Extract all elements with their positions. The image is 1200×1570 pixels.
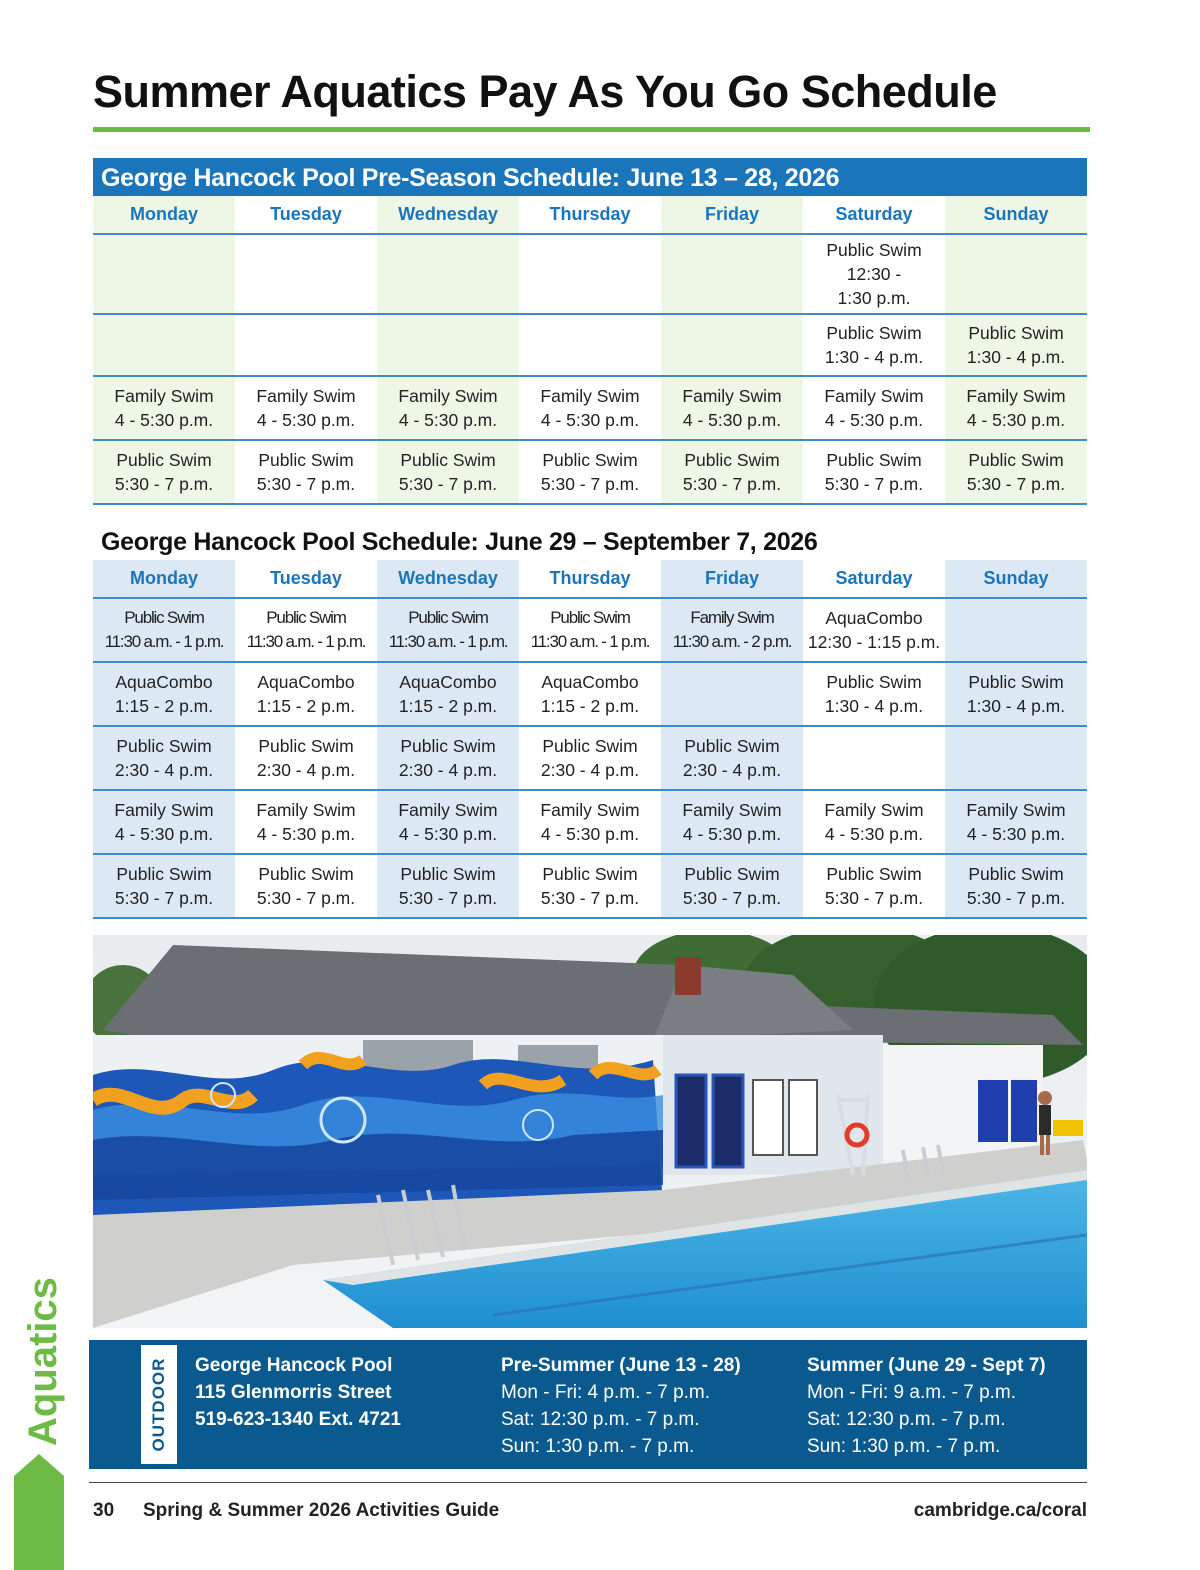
schedule-cell [803,726,945,790]
day-header: Saturday [803,196,945,234]
schedule-cell: Public Swim 2:30 - 4 p.m. [235,726,377,790]
hours-line: Sun: 1:30 p.m. - 7 p.m. [807,1436,1001,1457]
day-header: Saturday [803,560,945,598]
pool-address: 115 Glenmorris Street [195,1382,392,1403]
schedule-cell: Public Swim 11:30 a.m. - 1 p.m. [377,598,519,662]
outdoor-tab [141,1345,177,1464]
preseason-schedule [93,158,1087,505]
schedule-cell [661,314,803,376]
day-header: Thursday [519,560,661,598]
day-header: Friday [661,196,803,234]
summer-day-row [93,560,1087,598]
guide-title: Spring & Summer 2026 Activities Guide [143,1500,500,1521]
schedule-cell: Family Swim 11:30 a.m. - 2 p.m. [661,598,803,662]
pool-phone: 519-623-1340 Ext. 4721 [195,1409,401,1430]
schedule-cell: Public Swim 1:30 - 4 p.m. [945,662,1087,726]
schedule-cell: Public Swim 5:30 - 7 p.m. [93,440,235,504]
schedule-cell [235,234,377,314]
schedule-cell [519,234,661,314]
day-header: Monday [93,196,235,234]
day-header: Tuesday [235,560,377,598]
schedule-cell: Public Swim 2:30 - 4 p.m. [519,726,661,790]
side-tab-shape [14,1454,64,1570]
schedule-cell: Family Swim 4 - 5:30 p.m. [803,790,945,854]
hours-line: Sat: 12:30 p.m. - 7 p.m. [501,1409,700,1430]
day-header: Wednesday [377,560,519,598]
day-header: Friday [661,560,803,598]
schedule-cell: Public Swim 2:30 - 4 p.m. [377,726,519,790]
schedule-row [93,234,1087,314]
summer-header: George Hancock Pool Schedule: June 29 – September 7, 2026 [101,528,818,556]
schedule-cell: Public Swim 5:30 - 7 p.m. [661,440,803,504]
footer-divider [89,1482,1087,1483]
summer-hours [807,1352,1046,1460]
schedule-cell: AquaCombo 1:15 - 2 p.m. [377,662,519,726]
page-title: Summer Aquatics Pay As You Go Schedule [93,66,997,117]
schedule-row [93,314,1087,376]
schedule-cell: Public Swim 5:30 - 7 p.m. [519,440,661,504]
summer-title: Summer (June 29 - Sept 7) [807,1355,1046,1376]
schedule-cell: Public Swim 12:30 - 1:30 p.m. [803,234,945,314]
schedule-cell: Public Swim 5:30 - 7 p.m. [377,854,519,918]
schedule-cell: Public Swim 5:30 - 7 p.m. [945,440,1087,504]
schedule-cell [661,234,803,314]
schedule-cell: Family Swim 4 - 5:30 p.m. [945,376,1087,440]
schedule-cell [93,234,235,314]
hours-line: Mon - Fri: 9 a.m. - 7 p.m. [807,1382,1017,1403]
day-header: Monday [93,560,235,598]
schedule-cell: Family Swim 4 - 5:30 p.m. [377,790,519,854]
footer-url[interactable]: cambridge.ca/coral [913,1500,1087,1521]
preseason-table [93,196,1087,505]
day-header: Sunday [945,560,1087,598]
schedule-cell: Public Swim 11:30 a.m. - 1 p.m. [519,598,661,662]
schedule-cell [377,314,519,376]
hours-line: Sat: 12:30 p.m. - 7 p.m. [807,1409,1006,1430]
schedule-cell: Family Swim 4 - 5:30 p.m. [93,790,235,854]
schedule-cell: Public Swim 2:30 - 4 p.m. [93,726,235,790]
day-header: Wednesday [377,196,519,234]
summer-table [93,560,1087,919]
schedule-cell: Public Swim 1:30 - 4 p.m. [803,314,945,376]
schedule-cell: Public Swim 1:30 - 4 p.m. [945,314,1087,376]
schedule-row [93,726,1087,790]
schedule-cell: Public Swim 5:30 - 7 p.m. [235,440,377,504]
pool-info-bar [89,1340,1087,1469]
pool-name: George Hancock Pool [195,1355,393,1376]
schedule-cell [519,314,661,376]
preseason-header: George Hancock Pool Pre-Season Schedule: June 13 – 28, 2026 [93,158,1087,196]
presummer-hours [501,1352,741,1460]
schedule-cell [377,234,519,314]
schedule-cell: AquaCombo 1:15 - 2 p.m. [519,662,661,726]
schedule-row [93,598,1087,662]
schedule-cell: Public Swim 5:30 - 7 p.m. [661,854,803,918]
schedule-cell: Public Swim 5:30 - 7 p.m. [945,854,1087,918]
schedule-cell: Public Swim 2:30 - 4 p.m. [661,726,803,790]
schedule-row [93,662,1087,726]
outdoor-label: OUTDOOR [149,1357,168,1452]
schedule-cell: Public Swim 5:30 - 7 p.m. [377,440,519,504]
section-side-label: Aquatics [21,1277,65,1446]
schedule-cell: Public Swim 1:30 - 4 p.m. [803,662,945,726]
schedule-cell [661,662,803,726]
schedule-cell: AquaCombo 1:15 - 2 p.m. [235,662,377,726]
schedule-cell: Public Swim 5:30 - 7 p.m. [803,854,945,918]
preseason-day-row [93,196,1087,234]
schedule-cell: Public Swim 5:30 - 7 p.m. [235,854,377,918]
schedule-cell: Public Swim 5:30 - 7 p.m. [803,440,945,504]
schedule-cell: Family Swim 4 - 5:30 p.m. [93,376,235,440]
day-header: Thursday [519,196,661,234]
schedule-cell: Family Swim 4 - 5:30 p.m. [235,790,377,854]
schedule-cell: Public Swim 11:30 a.m. - 1 p.m. [235,598,377,662]
schedule-cell: Public Swim 11:30 a.m. - 1 p.m. [93,598,235,662]
schedule-cell [945,726,1087,790]
title-divider [93,127,1090,132]
schedule-cell [945,598,1087,662]
day-header: Tuesday [235,196,377,234]
schedule-cell [945,234,1087,314]
schedule-cell: Family Swim 4 - 5:30 p.m. [661,790,803,854]
hours-line: Sun: 1:30 p.m. - 7 p.m. [501,1436,695,1457]
schedule-row [93,376,1087,440]
pool-photo [93,935,1087,1328]
page-number: 30 [93,1500,115,1521]
schedule-cell: Public Swim 5:30 - 7 p.m. [93,854,235,918]
schedule-cell: Family Swim 4 - 5:30 p.m. [235,376,377,440]
schedule-cell [93,314,235,376]
schedule-cell [235,314,377,376]
day-header: Sunday [945,196,1087,234]
pool-contact [195,1352,401,1433]
summer-schedule [93,522,1087,919]
schedule-cell: AquaCombo 1:15 - 2 p.m. [93,662,235,726]
schedule-cell: Family Swim 4 - 5:30 p.m. [377,376,519,440]
schedule-cell: AquaCombo 12:30 - 1:15 p.m. [803,598,945,662]
hours-line: Mon - Fri: 4 p.m. - 7 p.m. [501,1382,711,1403]
schedule-cell: Family Swim 4 - 5:30 p.m. [661,376,803,440]
schedule-cell: Family Swim 4 - 5:30 p.m. [945,790,1087,854]
schedule-cell: Family Swim 4 - 5:30 p.m. [803,376,945,440]
schedule-cell: Family Swim 4 - 5:30 p.m. [519,376,661,440]
presummer-title: Pre-Summer (June 13 - 28) [501,1355,741,1376]
schedule-row [93,854,1087,918]
schedule-row [93,790,1087,854]
schedule-row [93,440,1087,504]
schedule-cell: Family Swim 4 - 5:30 p.m. [519,790,661,854]
schedule-cell: Public Swim 5:30 - 7 p.m. [519,854,661,918]
